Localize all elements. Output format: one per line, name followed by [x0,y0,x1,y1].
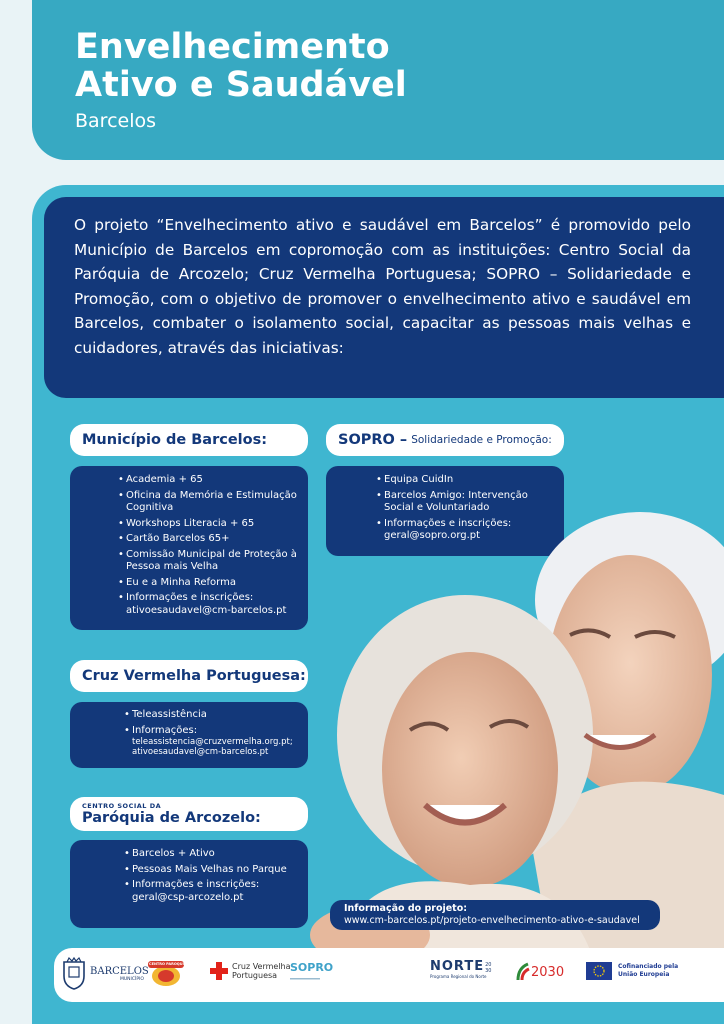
sopro-tagline-icon [290,976,320,982]
centro-paroquial-logo-text: CENTRO PAROQUIAL [149,962,189,966]
eu-flag-icon [586,962,612,980]
portugal-2030-logo [516,962,564,982]
list-item: • Informações e inscrições: geral@csp-arcozelo.pt [124,879,298,904]
list-item: • Equipa CuidIn [376,474,554,487]
cruz-logo-line2: Portuguesa [232,971,278,980]
list-item: • Informações: [124,725,300,738]
project-info-box [330,900,660,930]
list-item: • Oficina da Memória e Estimulação Cognitiva [118,490,298,515]
eu-logo [586,962,678,980]
title-line-1: Envelhecimento [75,27,390,67]
eu-logo-line1: Cofinanciado pela [618,963,679,970]
list-item: • Comissão Municipal de Proteção à Pessoa mais Velha [118,549,298,574]
intro-text: O projeto “Envelhecimento ativo e saudável em Barcelos” é promovido pelo Município de Barcelos em copromoção com as instituições: Centro Social da Paróquia de Arcozelo; Cruz Vermelha Portuguesa; SOPRO – Solidariedade e Promoção, com o objetivo de promover o envelhecimento ativo e saudável em Barcelos, combater o isolamento social, capacitar as pessoas mais velhas e cuidadores, através das iniciativas: [74,216,691,357]
cruz-logo-line1: Cruz Vermelha [232,962,291,971]
sopro-title-pill [326,424,564,456]
arcozelo-title-small: CENTRO SOCIAL DA [82,802,162,810]
barcelos-logo [62,958,149,990]
page-subtitle: Barcelos [75,110,157,132]
eu-logo-line2: União Europeia [618,971,670,978]
title-line-2: Ativo e Saudável [75,65,407,105]
barcelos-crest-icon [62,958,86,990]
list-item: • Informações e inscrições: geral@sopro.org.pt [376,518,554,543]
sopro-logo [290,962,333,974]
cruz-title: Cruz Vermelha Portuguesa: [82,668,306,684]
centro-paroquial-logo [146,958,189,988]
municipio-list [118,474,298,617]
portugal-2030-icon [516,962,530,982]
municipio-list-box [70,466,308,630]
list-item: • Barcelos + Ativo [124,848,298,861]
seniors-photo [330,505,724,950]
intro-box [44,197,724,398]
list-item: • Teleassistência [124,709,300,722]
list-item: • Eu e a Minha Reforma [118,577,298,590]
norte-logo-text: NORTE [430,959,485,974]
project-info-label: Informação do projeto: [344,903,468,914]
norte-2030-logo [430,960,491,980]
footer-logos [54,948,724,1002]
sopro-title: SOPRO – [338,432,408,448]
barcelos-logo-sub: MUNICÍPIO [120,976,144,982]
barcelos-logo-text: BARCELOS [90,965,149,977]
cruz-email-1: teleassistencia@cruzvermelha.org.pt; [132,737,293,747]
cruz-title-pill [70,660,308,692]
arcozelo-title-pill [70,797,308,831]
municipio-title: Município de Barcelos: [82,432,268,448]
seniors-photo-illustration [330,505,724,950]
cruz-list-box [70,702,308,768]
norte-year-bottom: 30 [485,968,492,974]
cruz-vermelha-logo [210,962,291,980]
arcozelo-list-box [70,840,308,928]
list-item: • Pessoas Mais Velhas no Parque [124,864,298,877]
project-info-link[interactable]: www.cm-barcelos.pt/projeto-envelhecimento-ativo-e-saudavel [344,915,640,926]
list-item: • Barcelos Amigo: Intervenção Social e Voluntariado [376,490,554,515]
list-item: • Informações e inscrições: ativoesaudavel@cm-barcelos.pt [118,592,298,617]
arcozelo-list [124,848,298,904]
red-cross-icon [210,962,228,980]
arcozelo-title: Paróquia de Arcozelo: [82,810,261,826]
sopro-title-suffix: Solidariedade e Promoção: [411,434,552,446]
page-title [75,28,407,104]
norte-year-top: 20 [485,962,492,968]
sopro-logo-text: SOPRO [290,961,334,974]
cruz-email-2: ativoesaudavel@cm-barcelos.pt [132,747,269,757]
norte-logo-sub: Programa Regional do Norte [430,974,487,979]
pt2030-logo-text: 2030 [531,964,565,980]
municipio-title-pill [70,424,308,456]
cruz-list [124,709,300,737]
list-item: • Workshops Literacia + 65 [118,518,298,531]
list-item: • Academia + 65 [118,474,298,487]
list-item: • Cartão Barcelos 65+ [118,533,298,546]
